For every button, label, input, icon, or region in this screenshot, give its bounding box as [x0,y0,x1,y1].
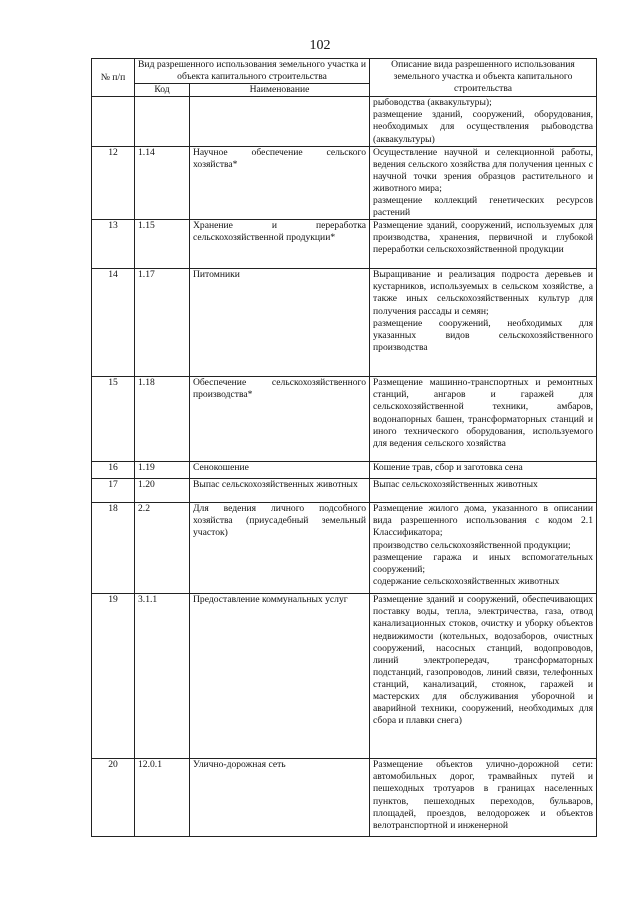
row-description [370,97,597,146]
table-row [92,462,597,479]
table-row [92,269,597,377]
row-name: Предоставление коммунальных услуг [190,594,370,759]
row-number: 14 [92,269,135,377]
header-name: Наименование [190,84,370,97]
table-row [92,759,597,837]
description-paragraph: Выращивание и реализация подроста деревьев и кустарников, используемых в сельском хозяйстве, а также иных сельскохозяйственных культур для получения рассады и семян; [373,269,594,317]
row-number: 16 [92,462,135,479]
row-code: 3.1.1 [135,594,190,759]
table-row [92,594,597,759]
row-code: 2.2 [135,503,190,594]
row-name: Обеспечение сельскохозяйственного производства* [190,377,370,462]
row-number: 18 [92,503,135,594]
table-row [92,97,597,146]
row-number: 20 [92,759,135,837]
table-header-row [92,59,597,84]
land-use-table [91,58,597,837]
row-description [370,594,597,759]
row-code: 1.15 [135,220,190,269]
table-row [92,220,597,269]
row-name: Питомники [190,269,370,377]
row-code: 1.14 [135,146,190,220]
description-paragraph: Осуществление научной и селекционной работы, ведения сельского хозяйства для получения ценных с научной точки зрения образцов растительного и животного мира; [373,146,594,194]
row-description [370,220,597,269]
description-paragraph: размещение гаража и иных вспомогательных сооружений; [373,551,594,575]
row-code [135,97,190,146]
row-name [190,97,370,146]
row-code: 1.17 [135,269,190,377]
header-num: № п/п [92,59,135,97]
row-description [370,377,597,462]
description-paragraph: содержание сельскохозяйственных животных [373,575,560,587]
page-number: 102 [309,38,331,53]
description-paragraph: Кошение трав, сбор и заготовка сена [373,462,523,474]
row-number: 12 [92,146,135,220]
header-code: Код [135,84,190,97]
row-code: 12.0.1 [135,759,190,837]
row-name: Улично-дорожная сеть [190,759,370,837]
row-name: Научное обеспечение сельского хозяйства* [190,146,370,220]
row-number: 13 [92,220,135,269]
table-row [92,479,597,503]
header-description: Описание вида разрешенного использования земельного участка и объекта капитального строительства [370,59,597,97]
row-description [370,479,597,503]
row-name: Для ведения личного подсобного хозяйства (приусадебный земельный участок) [190,503,370,594]
row-number: 17 [92,479,135,503]
description-paragraph: размещение зданий, сооружений, оборудования, необходимых для осуществления рыбоводства (аквакультуры) [373,109,594,145]
description-paragraph: производство сельскохозяйственной продукции; [373,539,571,551]
description-paragraph: Выпас сельскохозяйственных животных [373,479,538,491]
row-number: 19 [92,594,135,759]
description-paragraph: размещение сооружений, необходимых для указанных видов сельскохозяйственного производства [373,317,594,353]
description-paragraph: размещение коллекций генетических ресурсов растений [373,195,594,219]
row-description [370,146,597,220]
description-paragraph: Размещение объектов улично-дорожной сети: автомобильных дорог, трамвайных путей и пешеходных тротуаров в границах населенных пунктов, пешеходных переходов, бульваров, площадей, проездов, велодорожек и объектов велотранспортной и инженерной [373,759,594,831]
row-code: 1.18 [135,377,190,462]
row-description [370,462,597,479]
row-name: Сенокошение [190,462,370,479]
description-paragraph: Размещение зданий и сооружений, обеспечивающих поставку воды, тепла, электричества, газа, отвод канализационных стоков, очистку и уборку объектов недвижимости (котельных, водозаборов, очистных сооружений, насосных станций, водопроводов, линий электропередач, трансформаторных подстанций, газопроводов, линий связи, телефонных станций, канализаций, стоянок, гаражей и мастерских для обслуживания уборочной и аварийной техники, сооружений, необходимых для сбора и плавки снега) [373,594,594,727]
table-row [92,377,597,462]
row-description [370,759,597,837]
row-number: 15 [92,377,135,462]
description-paragraph: Размещение машинно-транспортных и ремонтных станций, ангаров и гаражей для сельскохозяйственной техники, амбаров, водонапорных башен, трансформаторных станций и иного технического оборудования, используемого для ведения сельского хозяйства [373,377,594,449]
header-group: Вид разрешенного использования земельного участка и объекта капитального строительства [135,59,370,84]
row-number [92,97,135,146]
description-paragraph: рыбоводства (аквакультуры); [373,97,492,109]
description-paragraph: Размещение жилого дома, указанного в описании вида разрешенного использования с кодом 2.1 Классификатора; [373,503,594,539]
table-row [92,146,597,220]
row-description [370,269,597,377]
description-paragraph: Размещение зданий, сооружений, используемых для производства, хранения, первичной и глубокой переработки сельскохозяйственной продукции [373,220,594,256]
row-code: 1.20 [135,479,190,503]
row-name: Хранение и переработка сельскохозяйственной продукции* [190,220,370,269]
row-name: Выпас сельскохозяйственных животных [190,479,370,503]
row-description [370,503,597,594]
row-code: 1.19 [135,462,190,479]
table-row [92,503,597,594]
